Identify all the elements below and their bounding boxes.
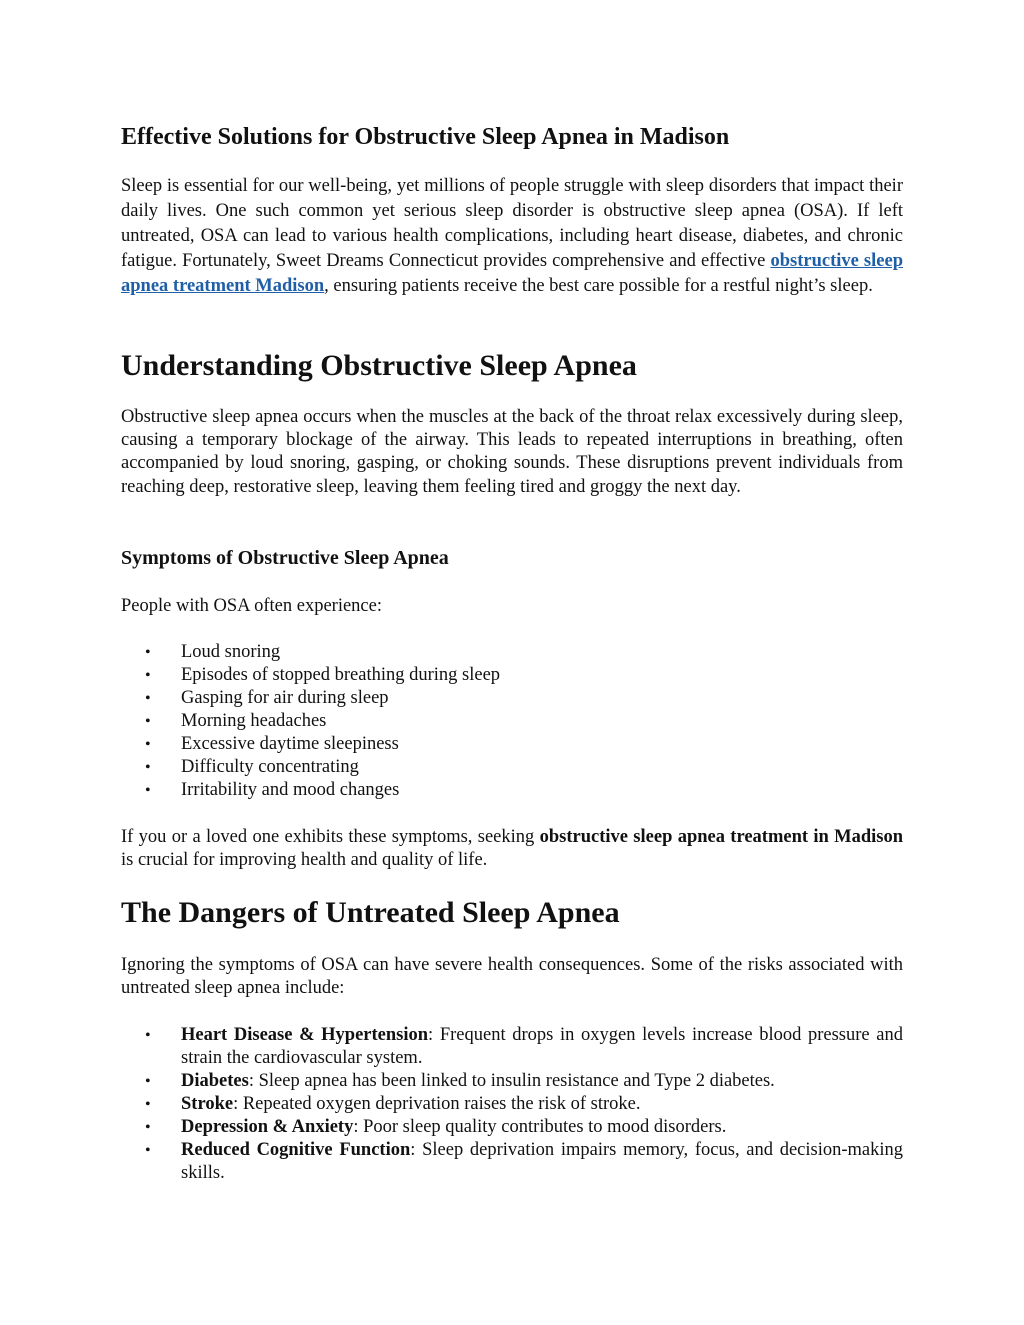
- understanding-paragraph: Obstructive sleep apnea occurs when the muscles at the back of the throat relax excessively during sleep, causing a temporary blockage of the airway. This leads to repeated interruptions in breathing, often accompanied by loud snoring, gasping, or choking sounds. These disruptions prevent individuals from reaching deep, restorative sleep, leaving them feeling tired and groggy the next day.: [121, 407, 903, 497]
- risk-description: : Poor sleep quality contributes to mood disorders.: [353, 1117, 727, 1137]
- list-item: • Loud snoring: [121, 641, 903, 664]
- section-heading-understanding: Understanding Obstructive Sleep Apnea: [121, 349, 637, 382]
- list-item: • Episodes of stopped breathing during sleep: [121, 664, 903, 687]
- list-item: • Irritability and mood changes: [121, 779, 903, 802]
- section-heading-dangers: The Dangers of Untreated Sleep Apnea: [121, 896, 620, 929]
- dangers-list: [121, 1024, 903, 1185]
- risk-term: Depression & Anxiety: [181, 1117, 354, 1137]
- risk-description: : Repeated oxygen deprivation raises the risk of stroke.: [233, 1094, 641, 1114]
- dangers-paragraph: Ignoring the symptoms of OSA can have severe health consequences. Some of the risks associated with untreated sleep apnea include:: [121, 955, 903, 999]
- risk-term: Reduced Cognitive Function: [181, 1140, 411, 1160]
- list-item: [121, 1139, 903, 1185]
- risk-description: : Sleep deprivation impairs memory, focus, and decision-making skills.: [181, 1140, 903, 1183]
- list-item: [121, 1116, 903, 1139]
- treatment-link[interactable]: obstructive sleep apnea treatment Madison: [121, 251, 903, 296]
- symptoms-closing-paragraph: [121, 826, 903, 872]
- list-item: • Difficulty concentrating: [121, 756, 903, 779]
- list-item: [121, 1070, 903, 1093]
- list-item: • Gasping for air during sleep: [121, 687, 903, 710]
- intro-text-before: Sleep is essential for our well-being, yet millions of people struggle with sleep disorders that impact their daily lives. One such common yet serious sleep disorder is obstructive sleep apnea (OSA). If left untreated, OSA can lead to various health complications, including heart disease, diabetes, and chronic fatigue. Fortunately, Sweet Dreams Connecticut provides comprehensive and effective: [121, 176, 903, 271]
- risk-description: : Frequent drops in oxygen levels increase blood pressure and strain the cardiovascular system.: [181, 1025, 903, 1068]
- closing-bold-phrase: obstructive sleep apnea treatment in Madison: [539, 827, 904, 847]
- page-title: Effective Solutions for Obstructive Sleep Apnea in Madison: [121, 124, 730, 150]
- intro-paragraph: [121, 174, 903, 299]
- list-item: • Excessive daytime sleepiness: [121, 733, 903, 756]
- list-item: [121, 1024, 903, 1070]
- risk-term: Heart Disease & Hypertension: [181, 1025, 429, 1045]
- closing-text-before: If you or a loved one exhibits these symptoms, seeking: [121, 827, 540, 847]
- risk-term: Stroke: [181, 1094, 234, 1114]
- symptoms-list: [121, 641, 903, 802]
- symptoms-heading: Symptoms of Obstructive Sleep Apnea: [121, 547, 449, 569]
- risk-term: Diabetes: [181, 1071, 249, 1091]
- list-item: • Morning headaches: [121, 710, 903, 733]
- closing-text-after: is crucial for improving health and quality of life.: [121, 850, 488, 871]
- risk-description: : Sleep apnea has been linked to insulin resistance and Type 2 diabetes.: [248, 1071, 775, 1091]
- symptoms-lead: People with OSA often experience:: [121, 596, 382, 616]
- intro-text-after: , ensuring patients receive the best care possible for a restful night’s sleep.: [324, 276, 873, 296]
- list-item: [121, 1093, 903, 1116]
